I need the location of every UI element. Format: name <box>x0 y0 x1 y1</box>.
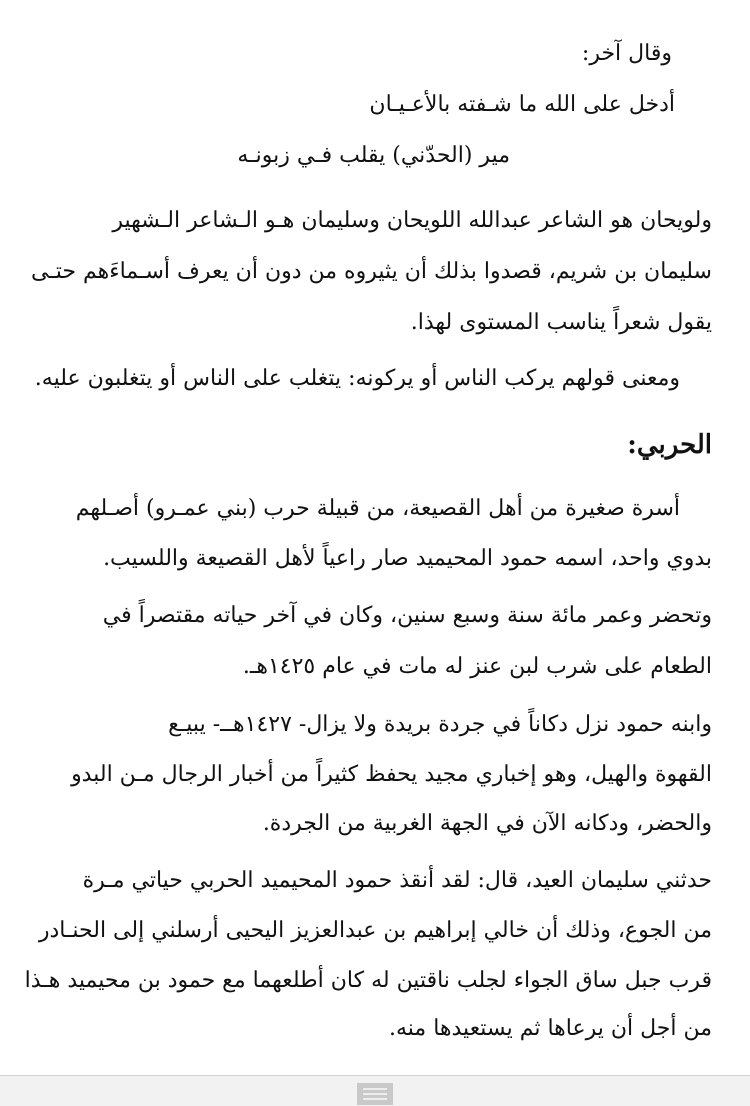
paragraph-line: يقول شعراً يناسب المستوى لهذا. <box>410 310 712 335</box>
scroll-handle[interactable] <box>357 1083 393 1105</box>
verse-second-half: مير (الحدّني) يقلب فـي زبونـه <box>237 143 510 168</box>
paragraph-line: ومعنى قولهم يركب الناس أو يركونه: يتغلب على الناس أو يتغلبون عليه. <box>34 366 680 391</box>
paragraph-line: القهوة والهيل، وهو إخباري مجيد يحفظ كثيراً من أخبار الرجال مـن البدو <box>71 762 712 787</box>
paragraph-line: الطعام على شرب لبن عنز له مات في عام ١٤٢٥هـ. <box>242 654 712 679</box>
grip-lines-icon <box>363 1093 387 1095</box>
paragraph-line: سليمان بن شريم، قصدوا بذلك أن يثيروه من دون أن يعرف أسـماءَهم حتـى <box>31 259 712 284</box>
paragraph-line: من الجوع، وذلك أن خالي إبراهيم بن عبدالعزيز اليحيى أرسلني إلى الحنـادر <box>38 918 712 943</box>
bottom-scroll-bar <box>0 1075 750 1106</box>
paragraph-line: والحضر، ودكانه الآن في الجهة الغربية من الجردة. <box>262 811 712 836</box>
section-heading: الحربي: <box>627 430 712 460</box>
paragraph-line: بدوي واحد، اسمه حمود المحيميد صار راعياً لأهل القصيعة واللسيب. <box>103 546 712 571</box>
paragraph-line: وابنه حمود نزل دكاناً في جردة بريدة ولا يزال- ١٤٢٧هــ- يبيـع <box>168 712 712 737</box>
paragraph-line: أسرة صغيرة من أهل القصيعة، من قبيلة حرب (بني عمـرو) أصـلهم <box>75 496 680 521</box>
verse-first-half: أدخل على الله ما شـفته بالأعـيـان <box>369 92 675 117</box>
paragraph-line: قرب جبل ساق الجواء لجلب ناقتين له كان أطلعهما مع حمود بن محيميد هـذا <box>24 968 712 993</box>
paragraph-line: من أجل أن يرعاها ثم يستعيدها منه. <box>389 1016 712 1041</box>
grip-lines-icon <box>363 1098 387 1100</box>
paragraph-line: وتحضر وعمر مائة سنة وسبع سنين، وكان في آخر حياته مقتصراً في <box>102 603 712 628</box>
paragraph-line: ولويحان هو الشاعر عبدالله اللويحان وسليمان هـو الـشاعر الـشهير <box>112 208 712 233</box>
poem-intro: وقال آخر: <box>581 41 672 66</box>
grip-lines-icon <box>363 1088 387 1090</box>
paragraph-line: حدثني سليمان العيد، قال: لقد أنقذ حمود المحيميد الحربي حياتي مـرة <box>82 868 712 893</box>
